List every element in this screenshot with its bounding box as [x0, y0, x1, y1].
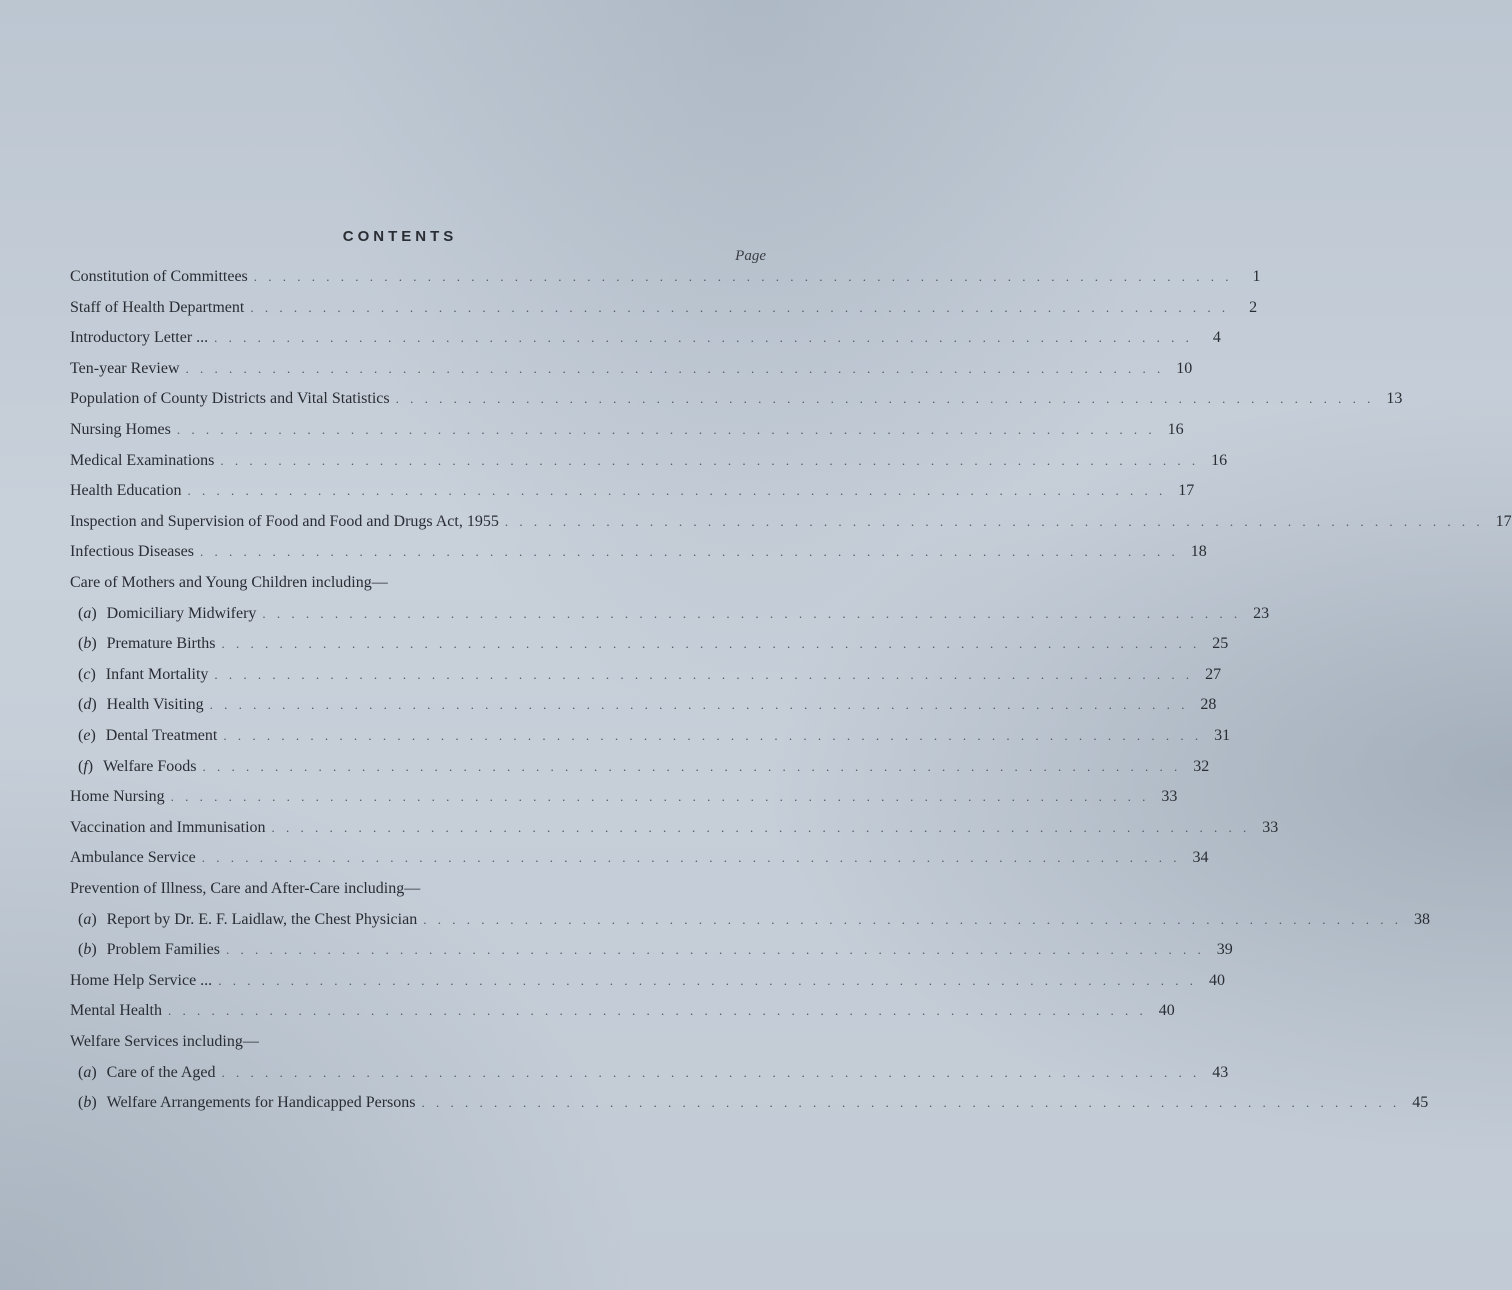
toc-entry-label: Welfare Foods: [103, 757, 197, 775]
toc-entry-page-number: 17: [1178, 482, 1195, 500]
toc-entry-page-number: 17: [1495, 512, 1512, 530]
toc-entry-page-number: 39: [1216, 941, 1233, 959]
toc-entry-prefix: (b): [78, 941, 97, 959]
dot-leader: . . . . . . . . . . . . . . . . . . . . . . . . . . . . . . . . . . . . . . . . . . . . . . . . . . . . . . . . . . . . . . . . . . . .: [225, 942, 1205, 958]
toc-entry-letter: e: [83, 727, 91, 744]
dot-leader: . . . . . . . . . . . . . . . . . . . . . . . . . . . . . . . . . . . . . . . . . . . . . . . . . . . . . . . . . . . . . . . . . . . .: [223, 728, 1203, 743]
toc-entry[interactable]: [70, 384, 1403, 414]
dot-leader: . . . . . . . . . . . . . . . . . . . . . . . . . . . . . . . . . . . . . . . . . . . . . . . . . . . . . . . . . . . . . . . . . . . .: [395, 391, 1375, 407]
toc-entry-prefix: (d): [78, 696, 97, 714]
toc-entry-page-number: 38: [1413, 910, 1430, 928]
toc-entry-page-number: 16: [1211, 451, 1228, 469]
dot-leader: . . . . . . . . . . . . . . . . . . . . . . . . . . . . . . . . . . . . . . . . . . . . . . . . . . . . . . . . . . . . . . . . . . . .: [271, 819, 1251, 835]
dot-leader: . . . . . . . . . . . . . . . . . . . . . . . . . . . . . . . . . . . . . . . . . . . . . . . . . . . . . . . . . . . . . . . . . . . .: [218, 972, 1197, 988]
dot-leader: . . . . . . . . . . . . . . . . . . . . . . . . . . . . . . . . . . . . . . . . . . . . . . . . . . . . . . . . . . . . . . . . . . . .: [221, 636, 1201, 652]
toc-entry-label: Home Nursing: [70, 788, 165, 806]
toc-entry-label: Dental Treatment: [105, 727, 218, 744]
toc-entry[interactable]: [70, 446, 1228, 476]
dot-leader: . . . . . . . . . . . . . . . . . . . . . . . . . . . . . . . . . . . . . . . . . . . . . . . . . . . . . . . . . . . . . . . . . . . .: [220, 452, 1200, 468]
toc-section-heading: [70, 1027, 766, 1057]
toc-entry-label: Report by Dr. E. F. Laidlaw, the Chest Physician: [106, 910, 418, 928]
dot-leader: . . . . . . . . . . . . . . . . . . . . . . . . . . . . . . . . . . . . . . . . . . . . . . . . . . . . . . . . . . . . . . . . . . . .: [262, 605, 1242, 621]
toc-entry-letter: f: [83, 757, 88, 775]
toc-entry-label: Population of County Districts and Vital Statistics: [70, 390, 390, 408]
toc-entry-prefix: (b): [78, 635, 97, 653]
toc-entry[interactable]: [70, 323, 1221, 353]
dot-leader: . . . . . . . . . . . . . . . . . . . . . . . . . . . . . . . . . . . . . . . . . . . . . . . . . . . . . . . . . . . . . . . . . . . .: [187, 483, 1167, 499]
toc-entry-letter: c: [83, 665, 91, 683]
toc-entry-letter: b: [83, 635, 92, 653]
toc-entry-page-number: 23: [1253, 604, 1270, 622]
toc-entry-page-number: 16: [1167, 421, 1184, 438]
toc-entry-prefix: (a): [78, 910, 97, 928]
dot-leader: . . . . . . . . . . . . . . . . . . . . . . . . . . . . . . . . . . . . . . . . . . . . . . . . . . . . . . . . . . . . . . . . . . . .: [201, 850, 1181, 866]
toc-entry[interactable]: [70, 813, 1279, 843]
toc-entry[interactable]: [78, 660, 1222, 690]
toc-section-heading: [70, 568, 766, 598]
toc-entry[interactable]: [70, 354, 1193, 384]
dot-leader: . . . . . . . . . . . . . . . . . . . . . . . . . . . . . . . . . . . . . . . . . . . . . . . . . . . . . . . . . . . . . . . . . . . .: [214, 330, 1193, 346]
toc-entry-label: Introductory Letter ...: [70, 329, 209, 347]
toc-entry[interactable]: [78, 599, 1270, 629]
toc-entry-prefix: (a): [78, 604, 97, 622]
page-column-header: Page: [735, 248, 766, 264]
toc-entry-prefix: (e): [78, 727, 96, 744]
toc-entry[interactable]: [70, 537, 1207, 567]
dot-leader: . . . . . . . . . . . . . . . . . . . . . . . . . . . . . . . . . . . . . . . . . . . . . . . . . . . . . . . . . . . . . . . . . . . .: [214, 666, 1194, 682]
toc-entry[interactable]: [78, 1058, 1229, 1088]
toc-entry[interactable]: [70, 415, 1184, 445]
toc-entry-letter: b: [83, 941, 92, 959]
toc-entry[interactable]: [78, 1088, 1429, 1118]
dot-leader: . . . . . . . . . . . . . . . . . . . . . . . . . . . . . . . . . . . . . . . . . . . . . . . . . . . . . . . . . . . . . . . . . . . .: [185, 360, 1165, 376]
toc-entry-page-number: 34: [1192, 849, 1209, 867]
toc-entry-page-number: 28: [1200, 696, 1217, 714]
toc-entry-label: Prevention of Illness, Care and After-Care including—: [70, 880, 421, 897]
toc-entry-label: Domiciliary Midwifery: [106, 604, 257, 622]
toc-entry-label: Inspection and Supervision of Food and Food and Drugs Act, 1955: [70, 512, 499, 530]
dot-leader: . . . . . . . . . . . . . . . . . . . . . . . . . . . . . . . . . . . . . . . . . . . . . . . . . . . . . . . . . . . . . . . . . . . .: [209, 697, 1189, 713]
toc-entry[interactable]: [70, 262, 1261, 292]
toc-entry-page-number: 13: [1386, 390, 1403, 408]
toc-entry[interactable]: [78, 905, 1430, 935]
toc-entry-letter: d: [83, 696, 92, 714]
toc-entry-label: Constitution of Committees: [70, 268, 248, 285]
toc-entry-page-number: 27: [1205, 665, 1222, 683]
toc-entry-label: Problem Families: [106, 941, 220, 959]
toc-entry-label: Care of Mothers and Young Children including—: [70, 574, 388, 591]
toc-entry[interactable]: [70, 966, 1225, 996]
dot-leader: . . . . . . . . . . . . . . . . . . . . . . . . . . . . . . . . . . . . . . . . . . . . . . . . . . . . . . . . . . . . . . . . . . . .: [421, 1095, 1401, 1111]
toc-entry-label: Home Help Service ...: [70, 971, 213, 989]
toc-entry[interactable]: [78, 690, 1217, 720]
toc-entry-label: Health Education: [70, 482, 182, 500]
toc-entry-label: Infant Mortality: [105, 665, 209, 683]
toc-entry-label: Ambulance Service: [70, 849, 196, 867]
toc-entry-page-number: 43: [1212, 1063, 1229, 1081]
toc-entry-page-number: 45: [1412, 1094, 1429, 1112]
toc-entry-page-number: 40: [1158, 1002, 1175, 1020]
toc-entry-letter: a: [83, 1063, 92, 1081]
toc-entry[interactable]: [70, 293, 1258, 323]
toc-section-heading: [70, 874, 766, 904]
page-title: CONTENTS: [342, 228, 458, 245]
toc-entry[interactable]: [78, 935, 1233, 965]
toc-entry-letter: a: [83, 910, 92, 928]
dot-leader: . . . . . . . . . . . . . . . . . . . . . . . . . . . . . . . . . . . . . . . . . . . . . . . . . . . . . . . . . . . . . . . . . . . .: [202, 758, 1182, 774]
toc-entry-label: Mental Health: [70, 1002, 162, 1020]
toc-entry[interactable]: [70, 996, 1175, 1026]
toc-entry-label: Care of the Aged: [106, 1063, 216, 1081]
dot-leader: . . . . . . . . . . . . . . . . . . . . . . . . . . . . . . . . . . . . . . . . . . . . . . . . . . . . . . . . . . . . . . . . . . . .: [167, 1003, 1147, 1019]
toc-entry[interactable]: [70, 476, 1195, 506]
toc-entry-letter: b: [83, 1094, 92, 1112]
toc-entry-page-number: 33: [1161, 788, 1178, 806]
dot-leader: . . . . . . . . . . . . . . . . . . . . . . . . . . . . . . . . . . . . . . . . . . . . . . . . . . . . . . . . . . . . . . . . . . . .: [170, 789, 1150, 805]
toc-entry-letter: a: [83, 604, 92, 622]
toc-entry-page-number: 40: [1208, 971, 1225, 989]
toc-entry-prefix: (b): [78, 1094, 97, 1112]
toc-entry-page-number: 10: [1176, 359, 1193, 377]
toc-entry-label: Welfare Services including—: [70, 1033, 259, 1050]
toc-entry-page-number: 4: [1212, 329, 1221, 347]
dot-leader: . . . . . . . . . . . . . . . . . . . . . . . . . . . . . . . . . . . . . . . . . . . . . . . . . . . . . . . . . . . . . . . . . . . .: [253, 269, 1233, 284]
toc-entry-label: Ten-year Review: [70, 359, 180, 377]
toc-entry[interactable]: [70, 843, 1209, 873]
toc-entry-label: Health Visiting: [106, 696, 204, 714]
dot-leader: . . . . . . . . . . . . . . . . . . . . . . . . . . . . . . . . . . . . . . . . . . . . . . . . . . . . . . . . . . . . . . . . . . . .: [423, 911, 1402, 927]
toc-entry[interactable]: [78, 752, 1210, 782]
dot-leader: . . . . . . . . . . . . . . . . . . . . . . . . . . . . . . . . . . . . . . . . . . . . . . . . . . . . . . . . . . . . . . . . . . . .: [176, 422, 1156, 437]
dot-leader: . . . . . . . . . . . . . . . . . . . . . . . . . . . . . . . . . . . . . . . . . . . . . . . . . . . . . . . . . . . . . . . . . . . .: [199, 544, 1179, 560]
dot-leader: . . . . . . . . . . . . . . . . . . . . . . . . . . . . . . . . . . . . . . . . . . . . . . . . . . . . . . . . . . . . . . . . . . . .: [221, 1064, 1201, 1080]
toc-entry-page-number: 25: [1212, 635, 1229, 653]
toc-entry-page-number: 1: [1252, 268, 1261, 285]
toc-entry-label: Medical Examinations: [70, 451, 215, 469]
toc-entry-label: Welfare Arrangements for Handicapped Persons: [106, 1094, 416, 1112]
toc-entry[interactable]: [70, 782, 1178, 812]
toc-entry-prefix: (c): [78, 665, 96, 683]
toc-entry-prefix: (f): [78, 757, 94, 775]
toc-entry-page-number: 2: [1249, 298, 1258, 316]
toc-entry-prefix: (a): [78, 1063, 97, 1081]
toc-entry-label: Staff of Health Department: [70, 298, 245, 316]
toc-entry-label: Nursing Homes: [70, 421, 171, 438]
toc-entry-page-number: 31: [1214, 727, 1231, 744]
toc-entry-page-number: 33: [1262, 818, 1279, 836]
toc-entry[interactable]: [78, 721, 1231, 751]
toc-entry-label: Infectious Diseases: [70, 543, 194, 561]
toc-entry-label: Vaccination and Immunisation: [70, 818, 266, 836]
dot-leader: . . . . . . . . . . . . . . . . . . . . . . . . . . . . . . . . . . . . . . . . . . . . . . . . . . . . . . . . . . . . . . . . . . . .: [504, 513, 1484, 529]
toc-entry[interactable]: [70, 507, 1512, 537]
toc-entry[interactable]: [78, 629, 1229, 659]
toc-entry-page-number: 32: [1193, 757, 1210, 775]
dot-leader: . . . . . . . . . . . . . . . . . . . . . . . . . . . . . . . . . . . . . . . . . . . . . . . . . . . . . . . . . . . . . . . . . . . .: [250, 299, 1230, 315]
toc-entry-page-number: 18: [1190, 543, 1207, 561]
toc-entry-label: Premature Births: [106, 635, 216, 653]
